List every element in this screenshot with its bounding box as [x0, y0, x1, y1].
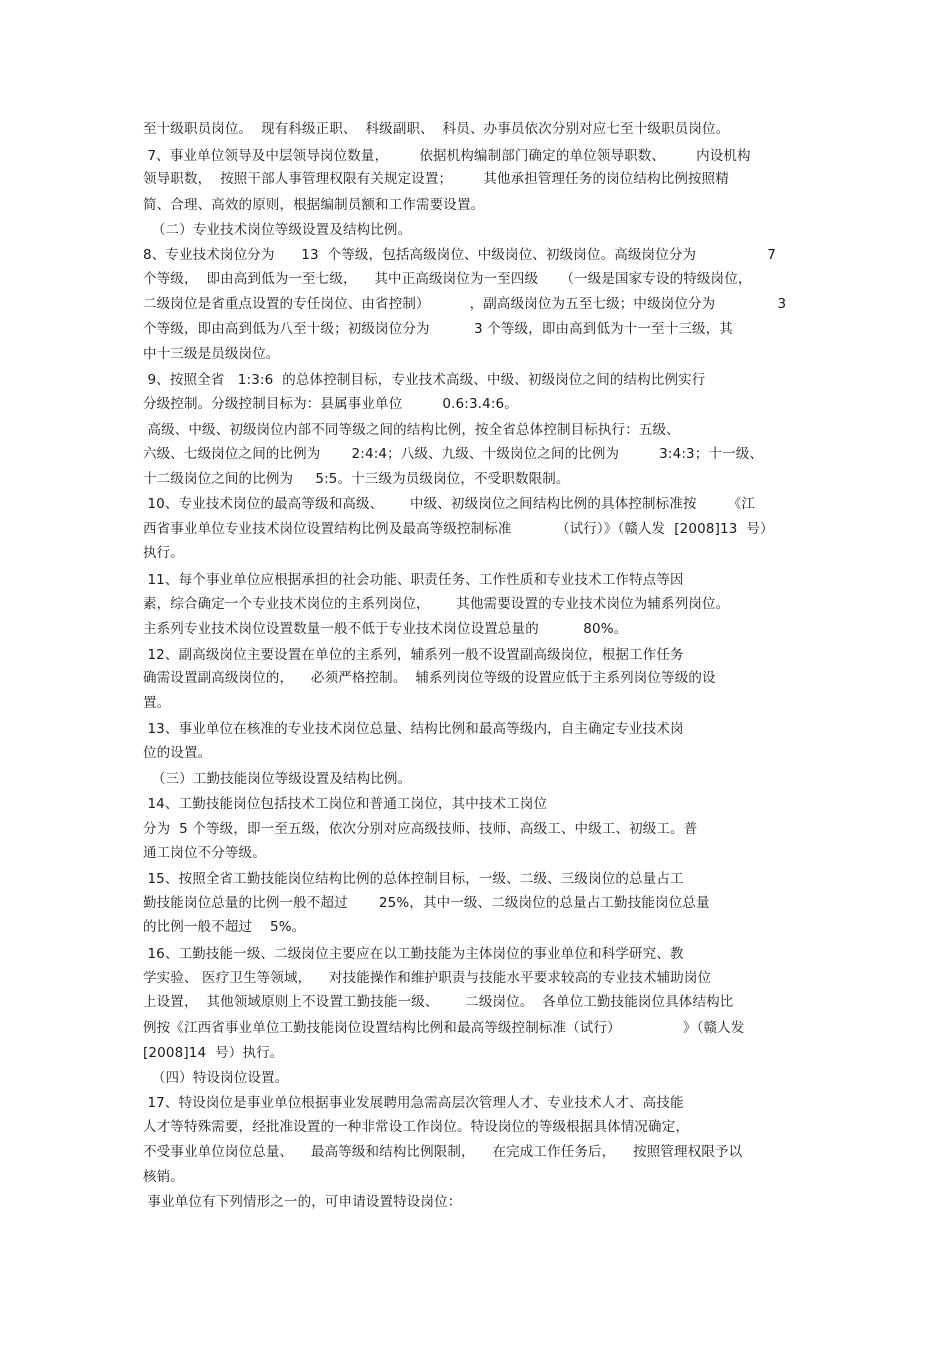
text-line: 简、合理、高效的原则，根据编制员额和工作需要设置。 [143, 197, 485, 213]
text-line: 8、专业技术岗位分为 13 个等级，包括高级岗位、中级岗位、初级岗位。高级岗位分为 7 [143, 247, 776, 263]
text-line: 事业单位有下列情形之一的，可申请设置特设岗位： [143, 1194, 462, 1210]
text-line: 素，综合确定一个专业技术岗位的主系列岗位， 其他需要设置的专业技术岗位为辅系列岗位。 [143, 596, 730, 612]
text-line: 置。 [143, 695, 171, 711]
section-heading: （四）特设岗位设置。 [143, 1070, 289, 1086]
text-line: [2008]14 号）执行。 [143, 1045, 284, 1061]
text-line: 11、每个事业单位应根据承担的社会功能、职责任务、工作性质和专业技术工作特点等因 [143, 572, 684, 588]
text-line: 10、专业技术岗位的最高等级和高级、 中级、初级岗位之间结构比例的具体控制标准按 《江 [143, 496, 756, 512]
text-line: 14、工勤技能岗位包括技术工岗位和普通工岗位，其中技术工岗位 [143, 796, 548, 812]
text-line: 7、事业单位领导及中层领导岗位数量， 依据机构编制部门确定的单位领导职数、 内设机构 [143, 148, 751, 164]
text-line: 领导职数， 按照干部人事管理权限有关规定设置； 其他承担管理任务的岗位结构比例按照精 [143, 171, 729, 187]
text-line: 分级控制。分级控制目标为：县属事业单位 0.6:3.4:6。 [143, 396, 518, 412]
text-line: 13、事业单位在核准的专业技术岗位总量、结构比例和最高等级内，自主确定专业技术岗 [143, 721, 684, 737]
text-line: 主系列专业技术岗位设置数量一般不低于专业技术岗位设置总量的 80%。 [143, 621, 628, 637]
text-line: 核销。 [143, 1169, 184, 1185]
text-line: 人才等特殊需要，经批准设置的一种非常设工作岗位。特设岗位的等级根据具体情况确定， [143, 1119, 689, 1135]
text-line: 通工岗位不分等级。 [143, 845, 266, 861]
text-line: 位的设置。 [143, 745, 212, 761]
text-line: 16、工勤技能一级、二级岗位主要应在以工勤技能为主体岗位的事业单位和科学研究、教 [143, 946, 684, 962]
text-line: 个等级，即由高到低为八至十级；初级岗位分为 3 个等级，即由高到低为十一至十三级，其 [143, 321, 733, 337]
text-line: 高级、中级、初级岗位内部不同等级之间的结构比例，按全省总体控制目标执行：五级、 [143, 422, 680, 438]
text-line: 二级岗位是省重点设置的专任岗位、由省控制） ，副高级岗位为五至七级；中级岗位分为 3 [143, 296, 787, 312]
text-line: 个等级， 即由高到低为一至七级， 其中正高级岗位为一至四级 （一级是国家专设的特级岗位， [143, 271, 752, 287]
text-line: 勤技能岗位总量的比例一般不超过 25%，其中一级、二级岗位的总量占工勤技能岗位总量 [143, 895, 710, 911]
text-line: 中十三级是员级岗位。 [143, 346, 280, 362]
text-line: 12、副高级岗位主要设置在单位的主系列，辅系列一般不设置副高级岗位，根据工作任务 [143, 647, 684, 663]
text-line: 执行。 [143, 545, 184, 561]
text-line: 确需设置副高级岗位的， 必须严格控制。 辅系列岗位等级的设置应低于主系列岗位等级的设 [143, 670, 716, 686]
text-line: 分为 5 个等级，即一至五级，依次分别对应高级技师、技师、高级工、中级工、初级工。普 [143, 821, 698, 837]
text-line: 9、按照全省 1:3:6 的总体控制目标，专业技术高级、中级、初级岗位之间的结构比例实行 [143, 372, 706, 388]
text-line: 15、按照全省工勤技能岗位结构比例的总体控制目标，一级、二级、三级岗位的总量占工 [143, 871, 684, 887]
text-line: 17、特设岗位是事业单位根据事业发展聘用急需高层次管理人才、专业技术人才、高技能 [143, 1095, 684, 1111]
text-line: 例按《江西省事业单位工勤技能岗位设置结构比例和最高等级控制标准（试行） 》（赣人发 [143, 1020, 745, 1036]
section-heading: （二）专业技术岗位等级设置及结构比例。 [143, 222, 412, 238]
text-line: 六级、七级岗位之间的比例为 2:4:4；八级、九级、十级岗位之间的比例为 3:4:3；十一级、 [143, 446, 764, 462]
text-line: 十二级岗位之间的比例为 5:5。十三级为员级岗位，不受职数限制。 [143, 471, 570, 487]
text-line: 不受事业单位岗位总量、 最高等级和结构比例限制， 在完成工作任务后， 按照管理权限予以 [143, 1144, 743, 1160]
text-line: 至十级职员岗位。 现有科级正职、 科级副职、 科员、办事员依次分别对应七至十级职员岗位。 [143, 121, 730, 137]
text-line: 学实验、 医疗卫生等领域， 对技能操作和维护职责与技能水平要求较高的专业技术辅助岗位 [143, 970, 712, 986]
text-line: 上设置， 其他领域原则上不设置工勤技能一级、 二级岗位。 各单位工勤技能岗位具体结构比 [143, 994, 734, 1010]
text-line: 的比例一般不超过 5%。 [143, 919, 306, 935]
text-line: 西省事业单位专业技术岗位设置结构比例及最高等级控制标准 （试行）》（赣人发 [2008]13 号） [143, 521, 774, 537]
section-heading: （三）工勤技能岗位等级设置及结构比例。 [143, 771, 412, 787]
